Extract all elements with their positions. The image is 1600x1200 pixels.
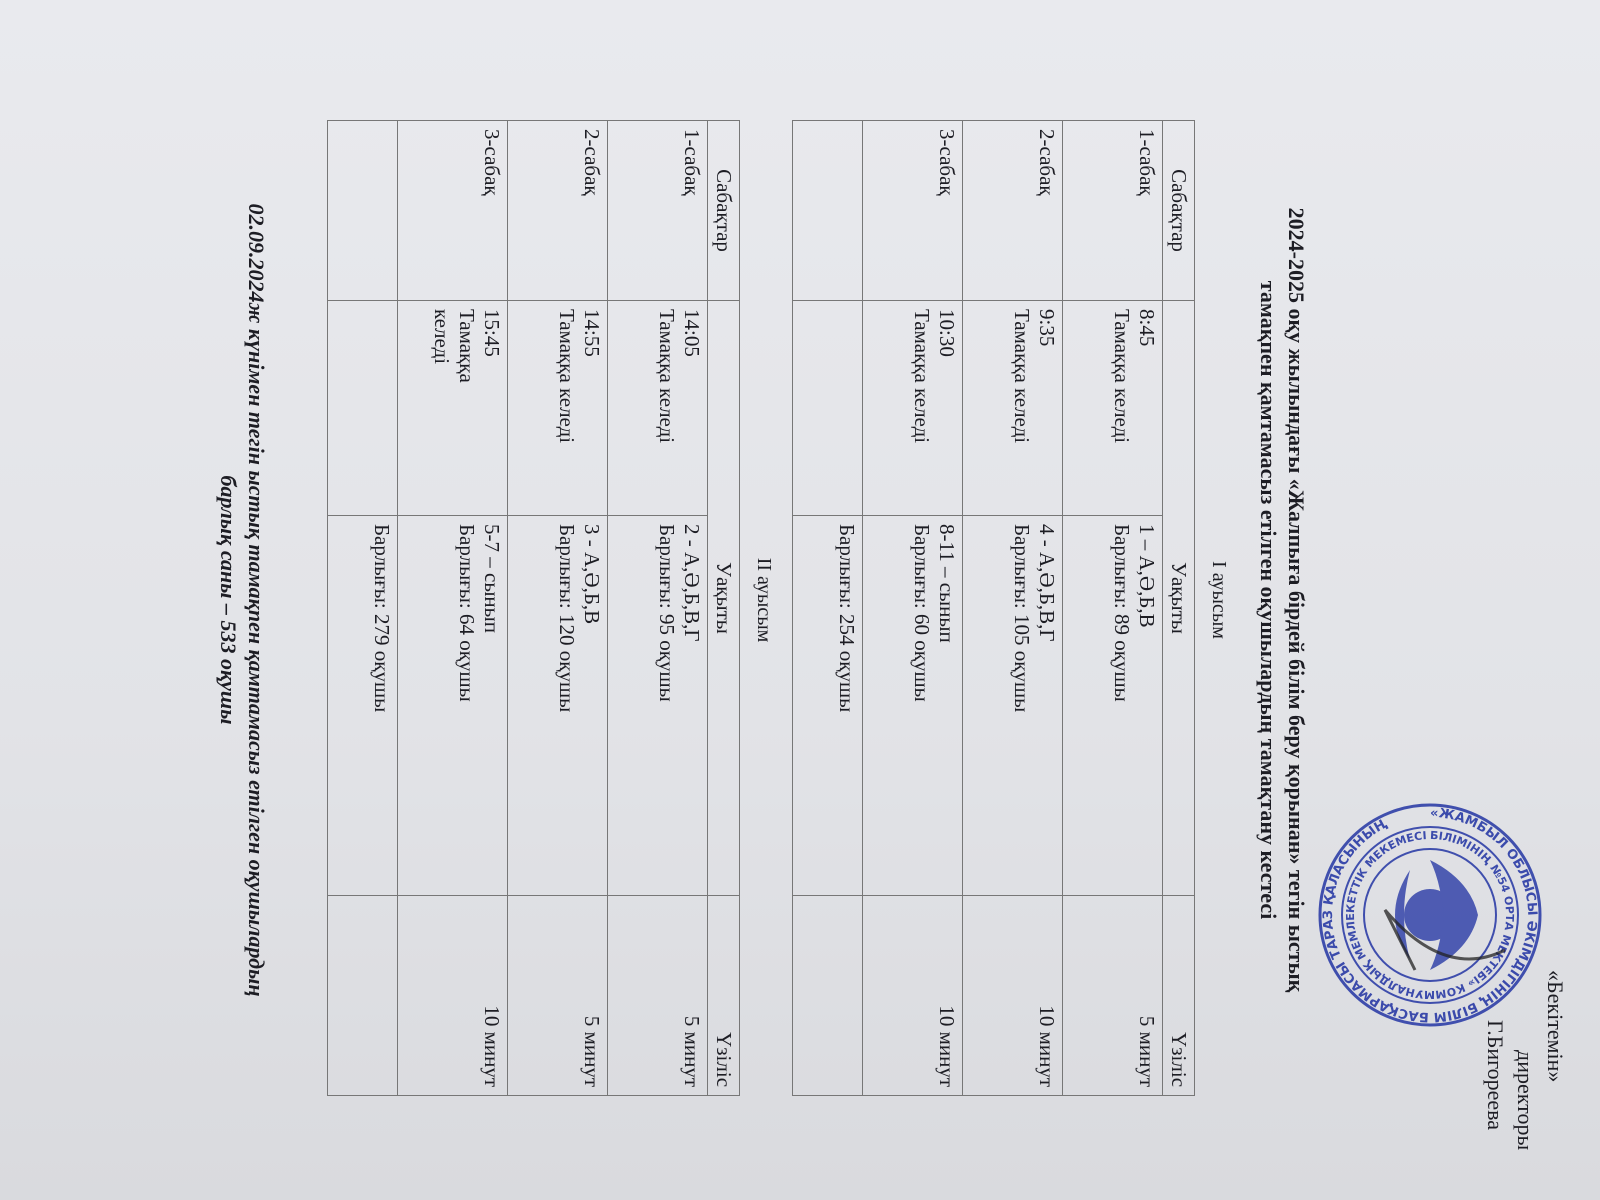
classes-cell: [963, 516, 1063, 896]
break-cell: 5 минут: [508, 896, 608, 1096]
classes-value: 3 - А,Ә,Б,В: [580, 524, 604, 625]
empty-cell: [793, 896, 863, 1096]
total-cell: Барлығы: 254 оқушы: [793, 516, 863, 896]
header-break: Үзіліс: [1163, 896, 1195, 1096]
table-row: [863, 121, 963, 1096]
footer-line-2: барлық саны – 533 оқушы: [216, 475, 241, 725]
time-cell: [1063, 301, 1163, 516]
stamp-outer-text: «ЖАМБЫЛ ОБЛЫСЫ ӘКІМДІГІНІҢ БІЛІМ БАСҚАРМАСЫ ТАРАЗ ҚАЛАСЫНЫҢ: [1320, 805, 1540, 1025]
shift-1-table: [792, 120, 1195, 1096]
lesson-cell: 2-сабақ: [508, 121, 608, 301]
footer-line-1: 02.09.2024ж күнімен тегін ыстық тамақпен қамтамасыз етілген оқушылардың: [244, 203, 269, 997]
meal-note: Тамаққа келеді: [910, 309, 934, 444]
time-value: 14:55: [580, 309, 604, 357]
table-header-row: [708, 121, 740, 1096]
time-cell: [398, 301, 508, 516]
empty-cell: [328, 121, 398, 301]
meal-note: Тамаққа келеді: [1110, 309, 1134, 444]
time-cell: [608, 301, 708, 516]
classes-value: 5-7 – сынып: [480, 524, 504, 634]
student-count: Барлығы: 120 оқушы: [555, 524, 579, 713]
shift-1-label: I ауысым: [1208, 561, 1230, 639]
approval-position: директоры: [1513, 1050, 1538, 1151]
lesson-cell: 2-сабақ: [963, 121, 1063, 301]
time-cell: [508, 301, 608, 516]
classes-cell: [863, 516, 963, 896]
header-lessons: Сабақтар: [1163, 121, 1195, 301]
shift-2-table: [327, 120, 740, 1096]
classes-cell: [1063, 516, 1163, 896]
table-row: [608, 121, 708, 1096]
classes-cell: [608, 516, 708, 896]
time-value: 15:45: [480, 309, 504, 357]
total-cell: Барлығы: 279 оқушы: [328, 516, 398, 896]
classes-cell: [508, 516, 608, 896]
time-cell: [863, 301, 963, 516]
student-count: Барлығы: 64 оқушы: [455, 524, 479, 702]
title-line-2: тамақпен қамтамасыз етілген оқушылардың тамақтану кестесі: [1256, 280, 1281, 920]
break-cell: 5 минут: [1063, 896, 1163, 1096]
summary-footer: [214, 60, 270, 1140]
table-total-row: [793, 121, 863, 1096]
empty-cell: [328, 896, 398, 1096]
header-break: Үзіліс: [708, 896, 740, 1096]
break-cell: 10 минут: [398, 896, 508, 1096]
break-cell: 10 минут: [863, 896, 963, 1096]
approval-signatory: Г.Бигореева: [1483, 1020, 1508, 1131]
empty-cell: [328, 301, 398, 516]
classes-value: 8-11 – сынып: [935, 524, 959, 643]
table-row: [398, 121, 508, 1096]
official-stamp-icon: [1315, 800, 1545, 1030]
time-value: 10:30: [935, 309, 959, 357]
time-value: 14:05: [680, 309, 704, 357]
time-cell: [963, 301, 1063, 516]
title-line-1: 2024-2025 оқу жылындағы «Жалпыға бірдей білім беру қорынан» тегін ыстық: [1284, 207, 1309, 993]
student-count: Барлығы: 95 оқушы: [655, 524, 679, 702]
stamp-inner-text: БІЛІМІНІҢ №54 ОРТА МЕКТЕБІ» КОММУНАЛДЫҚ МЕМЛЕКЕТТІК МЕКЕМЕСІ: [1343, 828, 1517, 1002]
meal-note: Тамаққа келеді: [430, 309, 479, 383]
student-count: Барлығы: 89 оқушы: [1110, 524, 1134, 702]
approval-heading: «Бекітемін»: [1543, 970, 1568, 1083]
header-time: Уақыты: [708, 301, 740, 896]
classes-cell: [398, 516, 508, 896]
time-value: 8:45: [1135, 309, 1159, 347]
header-time: Уақыты: [1163, 301, 1195, 896]
student-count: Барлығы: 105 оқушы: [1010, 524, 1034, 713]
lesson-cell: 3-сабақ: [863, 121, 963, 301]
empty-cell: [793, 121, 863, 301]
table-header-row: [1163, 121, 1195, 1096]
time-value: 9:35: [1035, 309, 1059, 347]
empty-cell: [793, 301, 863, 516]
table-row: [963, 121, 1063, 1096]
shift-2-label: II ауысым: [753, 557, 775, 643]
lesson-cell: 1-сабақ: [608, 121, 708, 301]
meal-note: Тамаққа келеді: [555, 309, 579, 444]
classes-value: 2 - А,Ә,Б,В,Г: [680, 524, 704, 642]
document-title: [1254, 60, 1310, 1140]
table-row: [1063, 121, 1163, 1096]
header-lessons: Сабақтар: [708, 121, 740, 301]
meal-note: Тамаққа келеді: [1010, 309, 1034, 444]
student-count: Барлығы: 60 оқушы: [910, 524, 934, 702]
break-cell: 10 минут: [963, 896, 1063, 1096]
classes-value: 4 - А,Ә,Б,В,Г: [1035, 524, 1059, 642]
lesson-cell: 3-сабақ: [398, 121, 508, 301]
classes-value: 1 – А,Ә,Б,В: [1135, 524, 1159, 628]
meal-note: Тамаққа келеді: [655, 309, 679, 444]
table-total-row: [328, 121, 398, 1096]
break-cell: 5 минут: [608, 896, 708, 1096]
table-row: [508, 121, 608, 1096]
lesson-cell: 1-сабақ: [1063, 121, 1163, 301]
